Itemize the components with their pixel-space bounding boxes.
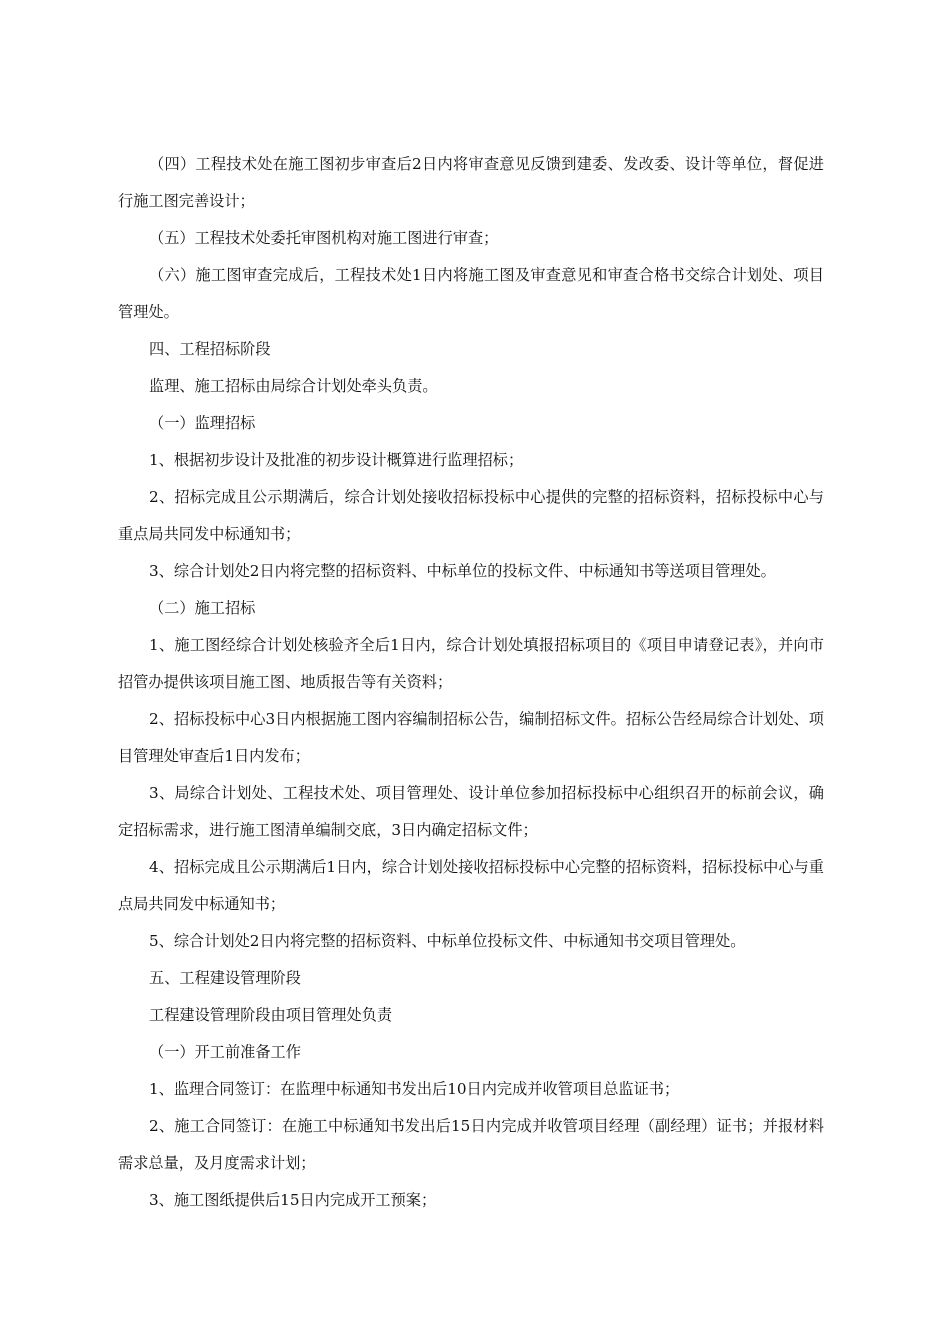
list-item-preparation-3: 3、施工图纸提供后15日内完成开工预案； xyxy=(149,1191,437,1209)
paragraph-6-review-complete: （六）施工图审查完成后，工程技术处1日内将施工图及审查意见和审查合格书交综合计划处、项目管理处。 xyxy=(118,266,824,321)
list-item-construction-2: 2、招标投标中心3日内根据施工图内容编制招标公告，编制招标文件。招标公告经局综合计划处、项目管理处审查后1日内发布； xyxy=(118,710,824,765)
paragraph-management-responsibility: 工程建设管理阶段由项目管理处负责 xyxy=(149,1006,392,1024)
list-item-supervision-1: 1、根据初步设计及批准的初步设计概算进行监理招标； xyxy=(149,451,524,469)
paragraph-4-tech-review-feedback: （四）工程技术处在施工图初步审查后2日内将审查意见反馈到建委、发改委、设计等单位，督促进行施工图完善设计； xyxy=(118,155,824,210)
subheading-pre-start-preparation: （一）开工前准备工作 xyxy=(149,1043,301,1061)
subheading-supervision-bidding: （一）监理招标 xyxy=(149,414,256,432)
list-item-preparation-2: 2、施工合同签订：在施工中标通知书发出后15日内完成并收管项目经理（副经理）证书；并报材料需求总量，及月度需求计划； xyxy=(118,1117,824,1172)
list-item-construction-1: 1、施工图经综合计划处核验齐全后1日内，综合计划处填报招标项目的《项目申请登记表》，并向市招管办提供该项目施工图、地质报告等有关资料； xyxy=(118,636,824,691)
paragraph-bidding-responsibility: 监理、施工招标由局综合计划处牵头负责。 xyxy=(149,377,438,395)
paragraph-5-entrust-review: （五）工程技术处委托审图机构对施工图进行审查； xyxy=(149,229,499,247)
list-item-supervision-2: 2、招标完成且公示期满后，综合计划处接收招标投标中心提供的完整的招标资料，招标投标中心与重点局共同发中标通知书； xyxy=(118,488,824,543)
document-body xyxy=(118,146,824,1219)
list-item-supervision-3: 3、综合计划处2日内将完整的招标资料、中标单位的投标文件、中标通知书等送项目管理处。 xyxy=(149,562,776,580)
list-item-construction-5: 5、综合计划处2日内将完整的招标资料、中标单位投标文件、中标通知书交项目管理处。 xyxy=(149,932,746,950)
section-heading-bidding-stage: 四、工程招标阶段 xyxy=(149,340,271,358)
list-item-construction-3: 3、局综合计划处、工程技术处、项目管理处、设计单位参加招标投标中心组织召开的标前会议，确定招标需求，进行施工图清单编制交底，3日内确定招标文件； xyxy=(118,784,824,839)
list-item-construction-4: 4、招标完成且公示期满后1日内，综合计划处接收招标投标中心完整的招标资料，招标投标中心与重点局共同发中标通知书； xyxy=(118,858,824,913)
list-item-preparation-1: 1、监理合同签订：在监理中标通知书发出后10日内完成并收管项目总监证书； xyxy=(149,1080,680,1098)
section-heading-construction-management: 五、工程建设管理阶段 xyxy=(149,969,301,987)
subheading-construction-bidding: （二）施工招标 xyxy=(149,599,256,617)
